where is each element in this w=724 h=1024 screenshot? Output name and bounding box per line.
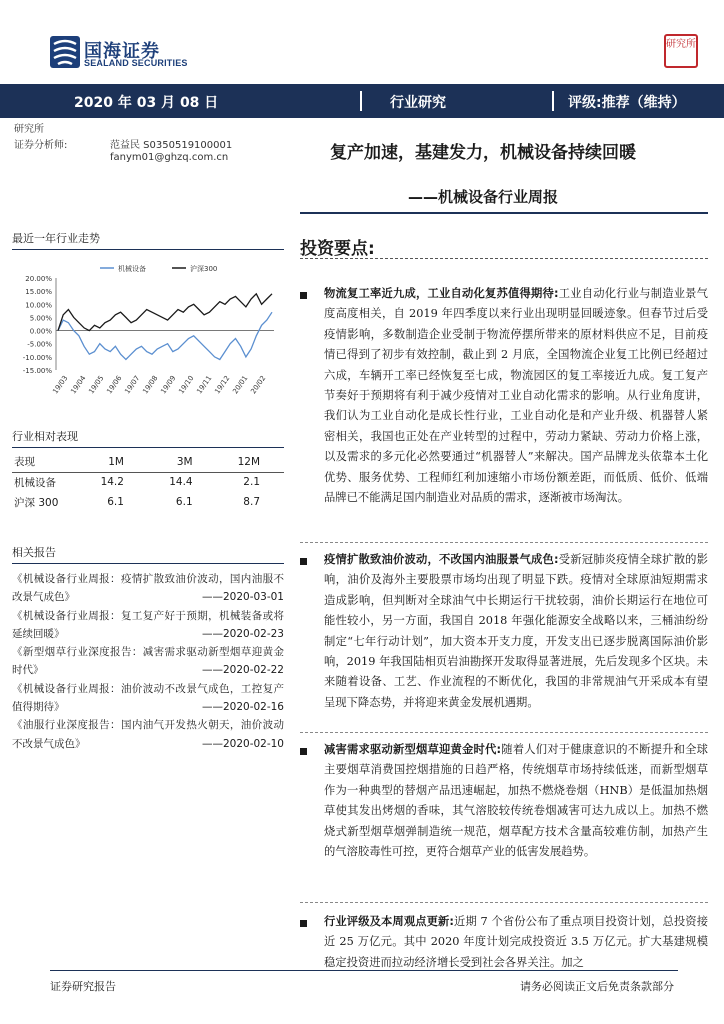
performance-heading: 行业相对表现 xyxy=(12,428,284,448)
trend-chart-svg xyxy=(12,256,284,406)
banner-divider xyxy=(552,91,554,111)
y-tick-label: -5.00% xyxy=(27,340,52,349)
x-tick-label: 20/01 xyxy=(231,374,250,396)
highlight-point xyxy=(300,284,708,508)
table-cell: 14.4 xyxy=(169,476,193,489)
table-cell: 6.1 xyxy=(107,496,124,508)
y-tick-label: 20.00% xyxy=(25,275,52,283)
section-divider xyxy=(300,542,708,543)
x-tick-label: 19/04 xyxy=(69,374,88,396)
investment-highlights-heading: 投资要点: xyxy=(300,239,375,259)
square-bullet-icon xyxy=(300,558,307,565)
table-cell: 14.2 xyxy=(100,476,124,489)
col-header: 12M xyxy=(217,452,284,472)
col-header: 3M xyxy=(148,452,217,472)
trend-section xyxy=(12,230,284,250)
highlight-body: 工业自动化行业与制造业景气度高度相关，自 2019 年四季度以来行业出现明显回暖迹象。但春节过后受疫情影响，多数制造企业受制于物流停摆所带来的原材料供应不足，目前疫情已得到了初步有效控制，截止到 2 月底，全国物流企业复工比例已经超过六成，车辆开工率已经恢复至七成，物流园区的复工率接近九成。复工复产节奏好于预期将有利于减少疫情对工业自动化需求的影响。从行业角度讲，我们认为工业自动化是成长性行业，工业自动化是和产业升级、机器替人紧密相关，我国也正处在产业转型的过程中，劳动力紧缺、劳动力价格上涨，以及需求的多元化必然要通过“机器替人”来解决。国产品牌龙头依靠本土化优势、服务优势、工程师红利加速缩小市场份额差距，而低质、低价、低端品牌已不能满足国内制造业对品质的需求，逐渐被市场淘汰。 xyxy=(324,287,708,505)
legend-label: 沪深300 xyxy=(190,265,218,273)
y-tick-label: 15.00% xyxy=(25,288,52,297)
sealand-logo-icon xyxy=(50,36,80,68)
research-seal: 研究所 xyxy=(664,34,698,68)
x-tick-label: 19/08 xyxy=(141,374,160,396)
report-item-title: 《油服行业深度报告：国内油气开发热火朝天，油价波动不改景气成色》 xyxy=(12,719,284,750)
highlight-body: 随着人们对于健康意识的不断提升和全球主要烟草消费国控烟措施的日趋严格，传统烟草市场持续低迷，而新型烟草作为一种典型的替烟产品迅速崛起，加热不燃烧卷烟（HNB）是低温加热烟草使其发出烤烟的香味，其气溶胶较传统卷烟减害可达九成以上。加热不燃烧式新型烟草烟弹制造统一规范，烟草配方技术含量高较难仿制，加热产生的气溶胶毒性可控，更符合烟草产业的低害发展趋势。 xyxy=(324,743,708,859)
table-row xyxy=(12,472,284,492)
x-tick-label: 19/12 xyxy=(213,374,232,396)
highlight-lead: 减害需求驱动新型烟草迎黄金时代: xyxy=(324,743,501,756)
x-tick-label: 19/05 xyxy=(87,374,106,396)
footer-left-text: 证券研究报告 xyxy=(50,980,116,993)
table-row xyxy=(12,492,284,512)
square-bullet-icon xyxy=(300,748,307,755)
report-item-title: 《机械设备行业周报：油价波动不改景气成色，工控复产值得期待》 xyxy=(12,682,284,714)
title-rule xyxy=(300,212,708,214)
report-item[interactable] xyxy=(12,716,284,753)
table-header-row xyxy=(12,452,284,472)
highlight-body: 受新冠肺炎疫情全球扩散的影响，油价及海外主要股票市场均出现了明显下跌。疫情对全球原油短期需求造成影响，但判断对全球油气中长期运行干扰较弱，油价长期运行在地位可能性较小，另一方面，我国自 2018 年强化能源安全战略以来，三桶油纷纷制定“七年行动计划”，加大资本开支力度，开发支出已逐步脱离国际油价影响，2019 年我国陆相页岩油勘探开发取得显著进展，先后发现多个区块。未来随着设备、工艺、作业流程的不断优化，我国的非常规油气开采成本有望呈现下降态势，并将迎来黄金发展机遇期。 xyxy=(324,553,708,709)
table-cell: 6.1 xyxy=(175,496,193,508)
x-tick-label: 19/09 xyxy=(159,374,178,396)
footer-disclaimer-text: 请务必阅读正文后免责条款部分 xyxy=(520,980,674,993)
y-tick-label: -15.00% xyxy=(22,367,52,375)
section-divider xyxy=(300,732,708,733)
report-title: 复产加速，基建发力，机械设备持续回暖 xyxy=(330,143,636,163)
related-reports-section xyxy=(12,544,284,753)
logo-chinese-name: 国海证券 xyxy=(84,41,160,62)
page-footer xyxy=(0,966,724,1024)
x-tick-label: 19/10 xyxy=(177,374,196,396)
report-item-date: ——2020-02-10 xyxy=(201,737,284,750)
industry-trend-chart xyxy=(12,256,284,406)
header-banner xyxy=(0,84,724,118)
table-cell: 8.7 xyxy=(243,496,260,508)
highlight-lead: 物流复工率近九成，工业自动化复苏值得期待: xyxy=(324,287,559,300)
x-tick-label: 19/07 xyxy=(123,374,142,396)
highlight-point xyxy=(300,740,708,862)
y-tick-label: 5.00% xyxy=(29,314,52,323)
highlight-lead: 行业评级及本周观点更新: xyxy=(324,915,454,928)
section-divider xyxy=(300,902,708,903)
square-bullet-icon xyxy=(300,292,307,299)
y-tick-label: 0.00% xyxy=(29,327,52,336)
report-subtitle: ——机械设备行业周报 xyxy=(408,188,559,206)
report-type: 行业研究 xyxy=(390,95,446,111)
company-logo xyxy=(50,36,210,72)
logo-english-name: SEALAND SECURITIES xyxy=(84,58,188,68)
col-header: 1M xyxy=(79,452,148,472)
footer-rule xyxy=(50,970,678,971)
table-cell: 沪深 300 xyxy=(14,496,59,509)
x-tick-label: 19/03 xyxy=(51,374,70,396)
report-item[interactable] xyxy=(12,570,284,607)
report-item-date: ——2020-02-23 xyxy=(201,627,284,640)
analyst-email: fanym01@ghzq.com.cn xyxy=(110,152,229,163)
x-tick-label: 19/06 xyxy=(105,374,124,396)
square-bullet-icon xyxy=(300,920,307,927)
highlight-body: 近期 7 个省份公布了重点项目投资计划，总投资接近 25 万亿元。其中 2020 年度计划完成投资近 3.5 万亿元。扩大基建规模稳定投资进而拉动经济增长受到社会各界关注。加之 xyxy=(324,915,708,969)
report-item-title: 《机械设备行业周报：复工复产好于预期，机械装备或将延续回暖》 xyxy=(12,609,284,640)
highlight-point xyxy=(300,550,708,713)
highlight-lead: 疫情扩散致油价波动，不改国内油服景气成色: xyxy=(324,553,559,566)
report-item-date: ——2020-03-01 xyxy=(201,591,284,604)
highlight-point xyxy=(300,912,708,973)
report-date: 2020 年 03 月 08 日 xyxy=(74,95,219,111)
x-tick-label: 20/02 xyxy=(249,374,268,396)
legend-label: 机械设备 xyxy=(118,265,146,273)
report-item[interactable] xyxy=(12,643,284,680)
heading-rule xyxy=(300,258,708,259)
analyst-name-id: 范益民 S0350519100001 xyxy=(110,140,233,151)
trend-heading: 最近一年行业走势 xyxy=(12,230,284,250)
performance-section xyxy=(12,428,284,512)
col-header: 表现 xyxy=(12,452,79,472)
report-item[interactable] xyxy=(12,607,284,644)
banner-divider xyxy=(360,91,362,111)
report-rating: 评级:推荐（维持） xyxy=(568,95,686,111)
table-cell: 机械设备 xyxy=(14,476,56,489)
table-cell: 2.1 xyxy=(243,476,260,489)
related-reports-heading: 相关报告 xyxy=(12,544,284,564)
analyst-role: 证券分析师: xyxy=(14,140,68,151)
related-reports-list xyxy=(12,570,284,753)
x-tick-label: 19/11 xyxy=(195,374,214,396)
report-item-title: 《新型烟草行业深度报告：减害需求驱动新型烟草迎黄金时代》 xyxy=(12,646,284,677)
report-item-title: 《机械设备行业周报：疫情扩散致油价波动，国内油服不改景气成色》 xyxy=(12,573,284,604)
report-item-date: ——2020-02-22 xyxy=(201,664,284,677)
department: 研究所 xyxy=(14,124,44,135)
y-tick-label: 10.00% xyxy=(25,301,52,310)
report-item[interactable] xyxy=(12,680,284,717)
performance-table xyxy=(12,452,284,512)
series-line xyxy=(58,294,272,331)
report-item-date: ——2020-02-16 xyxy=(201,701,284,714)
y-tick-label: -10.00% xyxy=(22,353,52,362)
